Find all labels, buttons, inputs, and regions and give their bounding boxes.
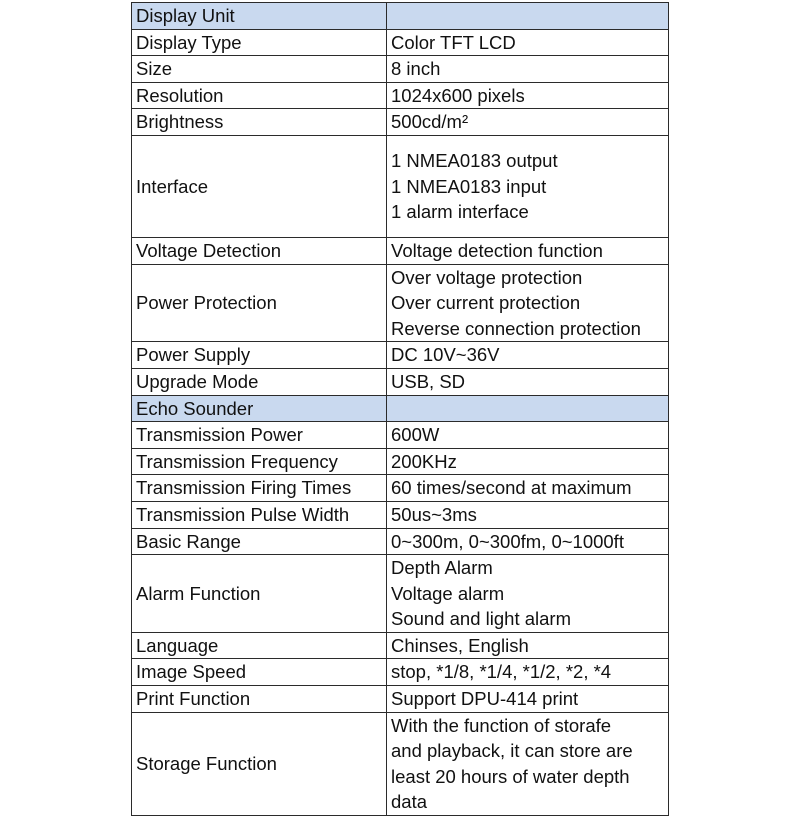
- value-line: With the function of storafe: [391, 714, 612, 736]
- value-line: Reverse connection protection: [391, 317, 641, 339]
- row-label: Interface: [132, 135, 387, 237]
- row-value: 200KHz: [387, 448, 669, 475]
- value-line: data: [391, 791, 428, 813]
- value-line: least 20 hours of water depth: [391, 765, 630, 787]
- row-label: Alarm Function: [132, 555, 387, 633]
- row-label: Resolution: [132, 82, 387, 109]
- row-value-multiline: [387, 135, 669, 237]
- row-label: Upgrade Mode: [132, 368, 387, 395]
- row-print-function: [132, 686, 669, 713]
- value-line: Over current protection: [391, 292, 581, 314]
- row-value-multiline: [387, 712, 669, 815]
- row-image-speed: [132, 659, 669, 686]
- row-size: [132, 56, 669, 83]
- row-label: Voltage Detection: [132, 237, 387, 264]
- section-header-display-unit: [132, 3, 669, 30]
- row-label: Transmission Power: [132, 422, 387, 449]
- row-transmission-pulse-width: [132, 501, 669, 528]
- row-transmission-frequency: [132, 448, 669, 475]
- row-value-multiline: [387, 264, 669, 342]
- value-line: and playback, it can store are: [391, 740, 633, 762]
- row-value-multiline: [387, 555, 669, 633]
- section-header-echo-sounder: [132, 395, 669, 422]
- row-label: Size: [132, 56, 387, 83]
- row-value: 8 inch: [387, 56, 669, 83]
- row-label: Power Protection: [132, 264, 387, 342]
- row-label: Brightness: [132, 109, 387, 136]
- row-display-type: [132, 29, 669, 56]
- value-line: 1 NMEA0183 output: [391, 150, 558, 172]
- row-alarm-function: [132, 555, 669, 633]
- row-transmission-firing-times: [132, 475, 669, 502]
- section-title-blank: [387, 3, 669, 30]
- spec-table: [131, 2, 669, 816]
- row-interface: [132, 135, 669, 237]
- row-value: Voltage detection function: [387, 237, 669, 264]
- row-value: 50us~3ms: [387, 501, 669, 528]
- row-value: DC 10V~36V: [387, 342, 669, 369]
- row-label: Image Speed: [132, 659, 387, 686]
- row-value: 60 times/second at maximum: [387, 475, 669, 502]
- row-value: 500cd/m²: [387, 109, 669, 136]
- value-line: 1 alarm interface: [391, 201, 529, 223]
- row-upgrade-mode: [132, 368, 669, 395]
- row-transmission-power: [132, 422, 669, 449]
- row-value: Color TFT LCD: [387, 29, 669, 56]
- spec-table-body: [132, 3, 669, 816]
- value-line: Sound and light alarm: [391, 608, 571, 630]
- row-language: [132, 632, 669, 659]
- row-label: Transmission Frequency: [132, 448, 387, 475]
- section-title-blank: [387, 395, 669, 422]
- row-brightness: [132, 109, 669, 136]
- value-line: Voltage alarm: [391, 582, 505, 604]
- row-label: Basic Range: [132, 528, 387, 555]
- row-label: Display Type: [132, 29, 387, 56]
- row-storage-function: [132, 712, 669, 815]
- row-label: Transmission Firing Times: [132, 475, 387, 502]
- row-label: Print Function: [132, 686, 387, 713]
- row-value: Support DPU-414 print: [387, 686, 669, 713]
- row-voltage-detection: [132, 237, 669, 264]
- row-label: Language: [132, 632, 387, 659]
- value-line: Depth Alarm: [391, 557, 493, 579]
- row-value: stop, *1/8, *1/4, *1/2, *2, *4: [387, 659, 669, 686]
- row-power-supply: [132, 342, 669, 369]
- section-title: Echo Sounder: [132, 395, 387, 422]
- row-value: USB, SD: [387, 368, 669, 395]
- row-value: 600W: [387, 422, 669, 449]
- section-title: Display Unit: [132, 3, 387, 30]
- row-label: Power Supply: [132, 342, 387, 369]
- row-label: Transmission Pulse Width: [132, 501, 387, 528]
- row-value: 1024x600 pixels: [387, 82, 669, 109]
- row-power-protection: [132, 264, 669, 342]
- row-value: 0~300m, 0~300fm, 0~1000ft: [387, 528, 669, 555]
- row-basic-range: [132, 528, 669, 555]
- row-value: Chinses, English: [387, 632, 669, 659]
- row-label: Storage Function: [132, 712, 387, 815]
- value-line: 1 NMEA0183 input: [391, 175, 547, 197]
- row-resolution: [132, 82, 669, 109]
- value-line: Over voltage protection: [391, 266, 583, 288]
